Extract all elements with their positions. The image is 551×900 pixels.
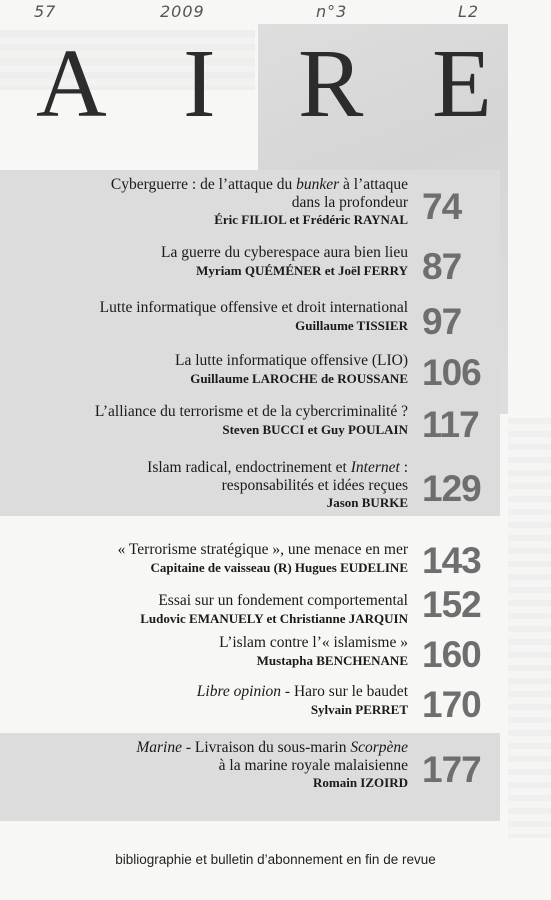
- article-title-line: [28, 244, 408, 262]
- page-number: 170: [422, 684, 481, 725]
- article-title-line: [28, 541, 408, 559]
- article-title-line: [28, 477, 408, 495]
- footer-note: bibliographie et bulletin d’abonnement en fin de revue: [115, 852, 436, 867]
- toc-entry-text: [28, 541, 408, 576]
- page-number: 106: [422, 352, 481, 393]
- article-title-segment: Marine: [136, 739, 182, 756]
- article-author: Éric FILIOL et Frédéric RAYNAL: [214, 212, 408, 227]
- article-title-segment: - Livraison du sous-marin: [182, 739, 351, 756]
- page-number: 160: [422, 634, 481, 675]
- toc-entry-text: [28, 299, 408, 334]
- article-title-segment: « Terrorisme stratégique », une menace en mer: [117, 541, 408, 558]
- article-title-line: [28, 683, 408, 701]
- page-number: 117: [422, 404, 479, 445]
- article-author: Mustapha BENCHENANE: [256, 652, 408, 668]
- article-title-segment: à la marine royale malaisienne: [218, 756, 408, 774]
- page-number: 143: [422, 540, 481, 581]
- article-title-segment: Scorpène: [350, 739, 408, 756]
- article-author: Capitaine de vaisseau (R) Hugues EUDELINE: [150, 559, 408, 575]
- article-title-line: [28, 592, 408, 610]
- article-title-segment: Islam radical, endoctrinement et: [147, 459, 351, 476]
- article-title-segment: Libre opinion: [196, 683, 282, 700]
- toc-entry-text: [28, 352, 408, 387]
- article-title-segment: La guerre du cyberespace aura bien lieu: [160, 244, 408, 261]
- page-number: 74: [422, 186, 462, 227]
- article-title-segment: La lutte informatique offensive (LIO): [175, 352, 408, 369]
- article-title-segment: dans la profondeur: [291, 193, 408, 211]
- article-author: Romain IZOIRD: [313, 775, 408, 790]
- page-number: 177: [422, 749, 481, 790]
- page-number: 97: [422, 301, 462, 342]
- article-title-segment: L’islam contre l’« islamisme »: [219, 634, 408, 651]
- article-author: Steven BUCCI et Guy POULAIN: [222, 421, 408, 437]
- article-title-segment: bunker: [296, 176, 340, 193]
- article-title-line: [28, 352, 408, 370]
- masthead-letter: I: [183, 30, 216, 138]
- masthead-letter: R: [298, 30, 364, 138]
- article-title-line: [28, 757, 408, 775]
- toc-entry-text: [28, 403, 408, 438]
- article-title-segment: L’alliance du terrorisme et de la cybercriminalité ?: [94, 403, 408, 420]
- article-title-line: [28, 403, 408, 421]
- article-author: Sylvain PERRET: [310, 701, 408, 717]
- handwritten-note: L2: [458, 2, 480, 21]
- article-author: Guillaume TISSIER: [295, 317, 408, 333]
- toc-entry-text: [28, 244, 408, 279]
- toc-entry-text: [28, 176, 408, 228]
- article-title-segment: Cyberguerre : de l’attaque du: [110, 176, 297, 193]
- article-title-segment: :: [399, 459, 408, 476]
- article-title-segment: à l’attaque: [339, 176, 408, 193]
- handwritten-note: 2009: [160, 2, 205, 21]
- masthead-letter: E: [432, 30, 492, 138]
- article-title-line: [28, 299, 408, 317]
- toc-entry-text: [28, 739, 408, 791]
- toc-entry-text: [28, 683, 408, 718]
- page-number: 152: [422, 584, 481, 625]
- article-title-segment: - Haro sur le baudet: [281, 683, 408, 700]
- article-author: Ludovic EMANUELY et Christianne JARQUIN: [140, 610, 408, 626]
- toc-entry-text: [28, 459, 408, 511]
- article-author: Guillaume LAROCHE de ROUSSANE: [190, 370, 408, 386]
- masthead-letter: A: [36, 30, 107, 138]
- article-author: Jason BURKE: [326, 495, 408, 510]
- page-number: 129: [422, 468, 481, 509]
- handwritten-note: n°3: [316, 2, 348, 21]
- article-title-line: [28, 634, 408, 652]
- article-title-line: [28, 194, 408, 212]
- show-through-text-edge: [508, 418, 551, 838]
- page-number: 87: [422, 246, 462, 287]
- article-title-segment: Essai sur un fondement comportemental: [158, 592, 408, 609]
- article-title-line: [28, 459, 408, 477]
- article-title-line: [28, 739, 408, 757]
- masthead: [0, 30, 551, 138]
- toc-entry-text: [28, 592, 408, 627]
- article-title-segment: Internet: [350, 459, 400, 476]
- handwritten-note: 57: [34, 2, 57, 21]
- article-author: Myriam QUÉMÉNER et Joël FERRY: [196, 262, 408, 278]
- article-title-segment: Lutte informatique offensive et droit international: [99, 299, 408, 316]
- article-title-segment: responsabilités et idées reçues: [221, 476, 408, 494]
- article-title-line: [28, 176, 408, 194]
- toc-entry-text: [28, 634, 408, 669]
